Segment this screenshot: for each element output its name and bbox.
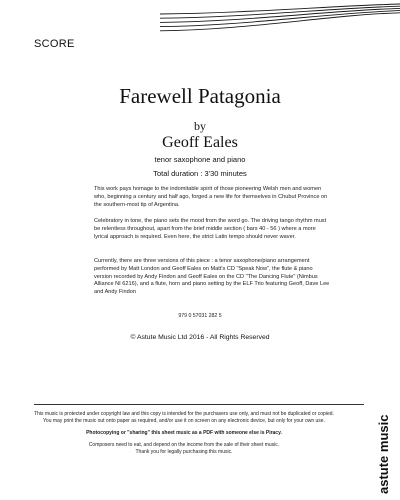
composer-name: Geoff Eales [162, 134, 238, 151]
instrumentation: tenor saxophone and piano [154, 155, 246, 164]
footer-legal [34, 411, 334, 456]
copyright-usage-notice: This music is protected under copyright law and this copy is intended for the purchasers use only, and must not be duplicated or copied. You may print the music out onto paper as required, and/or use it on screen on any electronic device, but only for your own use. [34, 411, 334, 424]
composer-support-line: Composers need to eat, and depend on the income from the sale of their sheet music. [88, 441, 280, 448]
program-note-paragraph: This work pays homage to the indomitable spirit of those pioneering Welsh men and women who, beginning a century and half ago, forged a new life for themselves in Chubut Province on the southern-most tip of Argentina. [94, 186, 328, 208]
score-label: SCORE [34, 38, 75, 50]
staff-lines-group [160, 4, 400, 31]
thank-you-line: Thank you for legally purchasing this music. [135, 448, 233, 455]
piece-title: Farewell Patagonia [119, 84, 281, 108]
publisher-logo [355, 400, 391, 496]
footer-divider [34, 404, 364, 405]
total-duration: Total duration : 3'30 minutes [153, 169, 247, 178]
piracy-warning: Photocopying or "sharing" this sheet music as a PDF with someone else is Piracy. [86, 429, 282, 436]
program-note-paragraph: Currently, there are three versions of this piece : a tenor saxophone/piano arrangement performed by Matt London and Geoff Eales on Matt's CD "Speak Now", the flute & piano version recorded by Andy Findon and Geoff Eales on the CD "The Dancing Flute" (Nimbus Alliance NI 6216), and a flute, horn and piano setting by the ELF Trio featuring Geoff, Dave Lee and Andy Findon [94, 258, 330, 296]
staff-line [160, 8, 400, 22]
copyright-notice: © Astute Music Ltd 2016 - All Rights Reserved [130, 334, 270, 341]
publisher-logo-text: astute music [376, 414, 391, 494]
ismn-number: 979 0 57031 282 5 [178, 313, 222, 319]
header-staff-lines [0, 0, 400, 60]
by-line: by [194, 119, 206, 133]
program-note-paragraph: Celebratory in tone, the piano sets the mood from the word go. The driving tango rhythm must be relentless throughout, apart from the brief middle section ( bars 40 - 56 ) where a more lyrical approach is required. Even here, the strict Latin tempo should never waver. [94, 218, 327, 240]
